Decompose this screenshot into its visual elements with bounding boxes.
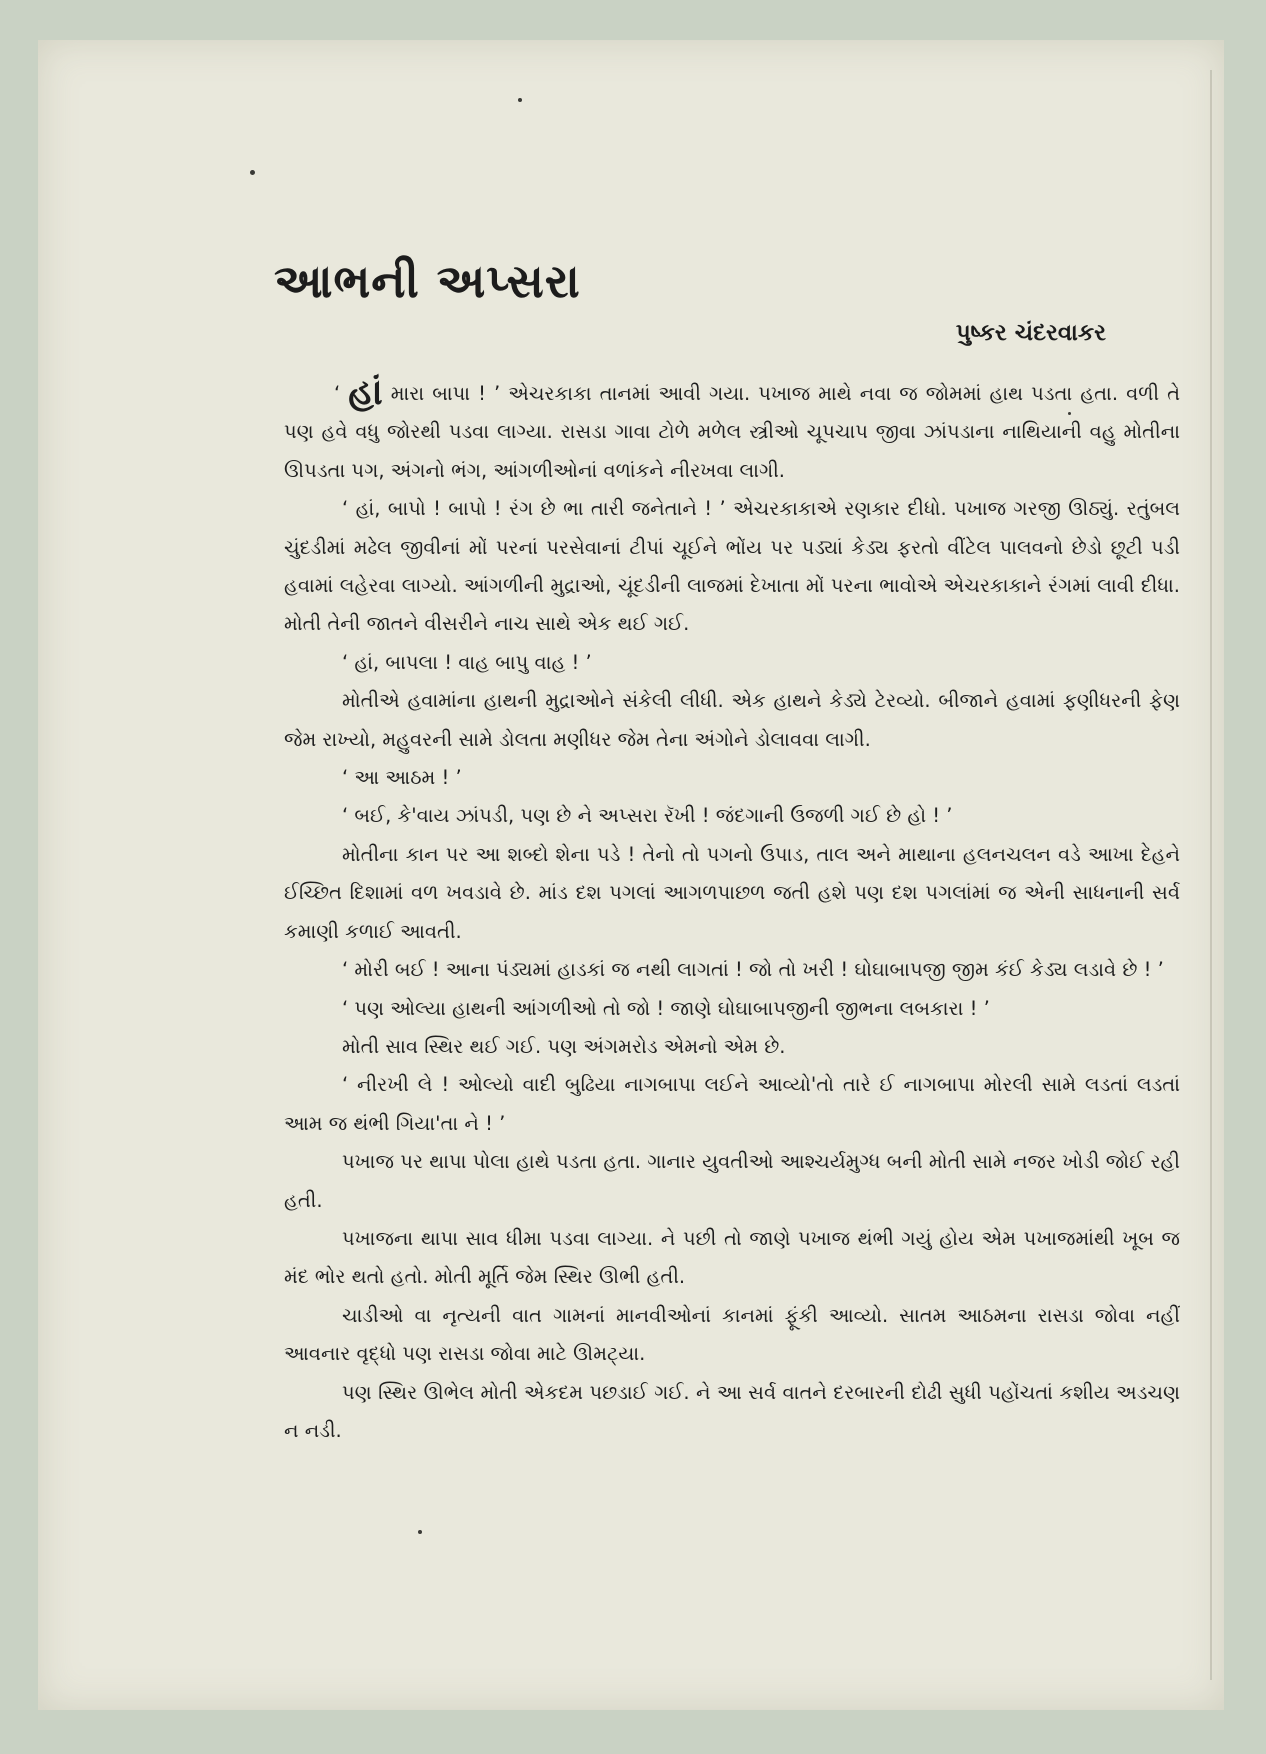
paragraph: પણ સ્થિર ઊભેલ મોતી એકદમ પછડાઈ ગઈ. ને આ સર્વ વાતને દરબારની દોઢી સુધી પહોંચતાં કશીય અડચણ ન નડી. bbox=[284, 1380, 1180, 1442]
paragraph: ‘ હાં, બાપો ! બાપો ! રંગ છે ભા તારી જનેતાને ! ’ એચરકાકાએ રણકાર દીધો. પખાજ ગરજી ઊઠ્યું. રતુંબલ ચુંદડીમાં મઢેલ જીવીનાં મોં પરનાં પરસેવાનાં ટીપાં ચૂઈને ભોંય પર પડ્યાં કેડ્ય ફરતો વીંટેલ પાલવનો છેડો છૂટી પડી હવામાં લહેરવા લાગ્યો. આંગળીની મુદ્રાઓ, ચૂંદડીની લાજમાં દેખાતા મોં પરના ભાવોએ એચરકાકાને રંગમાં લાવી દીધા. મોતી તેની જાતને વીસરીને નાચ સાથે એક થઈ ગઈ. bbox=[284, 497, 1180, 636]
paragraph: ચાડીઓ વા નૃત્યની વાત ગામનાં માનવીઓનાં કાનમાં ફૂંકી આવ્યો. સાતમ આઠમના રાસડા જોવા નહીં આવનાર વૃદ્ધો પણ રાસડા જોવા માટે ઊમટ્યા. bbox=[284, 1303, 1180, 1366]
drop-cap: હાં bbox=[348, 372, 383, 413]
ink-speck bbox=[518, 98, 522, 102]
paragraph: ‘ આ આઠમ ! ’ bbox=[342, 766, 462, 790]
ink-speck bbox=[250, 170, 255, 175]
document-page bbox=[38, 40, 1224, 1710]
story-title: આભની અપ્સરા bbox=[274, 254, 581, 308]
quote-open: ‘ bbox=[334, 382, 341, 405]
paragraph: મોતી સાવ સ્થિર થઈ ગઈ. પણ અંગમરોડ એમનો એમ છે. bbox=[342, 1034, 786, 1058]
first-paragraph-text: મારા બાપા ! ’ એચરકાકા તાનમાં આવી ગયા. પખાજ માથે નવા જ જોમમાં હાથ પડતા હતા. વળી તે પણ હવે વધુ જોરથી પડવા લાગ્યા. રાસડા ગાવા ટોળે મળેલ સ્ત્રીઓ ચૂપચાપ જીવા ઝાંપડાના નાથિયાની વહુ મોતીના ઊપડતા પગ, અંગનો ભંગ, આંગળીઓનાં વળાંકને નીરખવા લાગી. bbox=[284, 382, 1181, 482]
paragraph: ‘ મોરી બઈ ! આના પંડ્યમાં હાડકાં જ નથી લાગતાં ! જો તો ખરી ! ઘોઘાબાપજી જીમ કંઈ કેડ્ય લડાવે છે ! ’ bbox=[342, 958, 1164, 982]
paragraph: મોતીના કાન પર આ શબ્દો શેના પડે ! તેનો તો પગનો ઉપાડ, તાલ અને માથાના હલનચલન વડે આખા દેહને ઈચ્છિત દિશામાં વળ ખવડાવે છે. માંડ દશ પગલાં આગળપાછળ જતી હશે પણ દશ પગલાંમાં જ એની સાધનાની સર્વ કમાણી કળાઈ આવતી. bbox=[284, 842, 1180, 943]
paragraph: મોતીએ હવામાંના હાથની મુદ્રાઓને સંકેલી લીધી. એક હાથને કેડ્યે ટેરવ્યો. બીજાને હવામાં ફણીધરની ફેણ જેમ રાખ્યો, મહુવરની સામે ડોલતા મણીધર જેમ તેના અંગોને ડોલાવવા લાગી. bbox=[284, 689, 1180, 751]
paragraph: પખાજના થાપા સાવ ધીમા પડવા લાગ્યા. ને પછી તો જાણે પખાજ થંભી ગયું હોય એમ પખાજમાંથી ખૂબ જ મંદ ભોર થતો હતો. મોતી મૂર્તિ જેમ સ્થિર ઊભી હતી. bbox=[284, 1226, 1180, 1289]
paragraph: ‘ હાં, બાપલા ! વાહ બાપુ વાહ ! ’ bbox=[342, 650, 592, 674]
paragraph: ‘ બઈ, કે'વાય ઝાંપડી, પણ છે ને અપ્સરા રૅખી ! જંદગાની ઉજળી ગઈ છે હો ! ’ bbox=[342, 804, 953, 828]
ink-speck bbox=[418, 1530, 422, 1534]
ink-speck bbox=[1068, 412, 1071, 415]
paragraph: ‘ નીરખી લે ! ઓલ્યો વાદી બુઢિયા નાગબાપા લઈને આવ્યો'તો તારે ઈ નાગબાપા મોરલી સામે લડતાં લડતાં આમ જ થંભી ગિયા'તા ને ! ’ bbox=[284, 1073, 1180, 1135]
story-body bbox=[284, 374, 1180, 1450]
first-paragraph bbox=[284, 374, 1180, 490]
paragraph: ‘ પણ ઓલ્યા હાથની આંગળીઓ તો જો ! જાણે ઘોઘાબાપજીની જીભના લબકારા ! ’ bbox=[342, 996, 990, 1020]
author-name: પુષ્કર ચંદરવાકર bbox=[955, 320, 1106, 346]
paragraph: પખાજ પર થાપા પોલા હાથે પડતા હતા. ગાનાર યુવતીઓ આશ્ચર્યમુગ્ધ બની મોતી સામે નજર ખોડી જોઈ રહી હતી. bbox=[284, 1150, 1180, 1212]
